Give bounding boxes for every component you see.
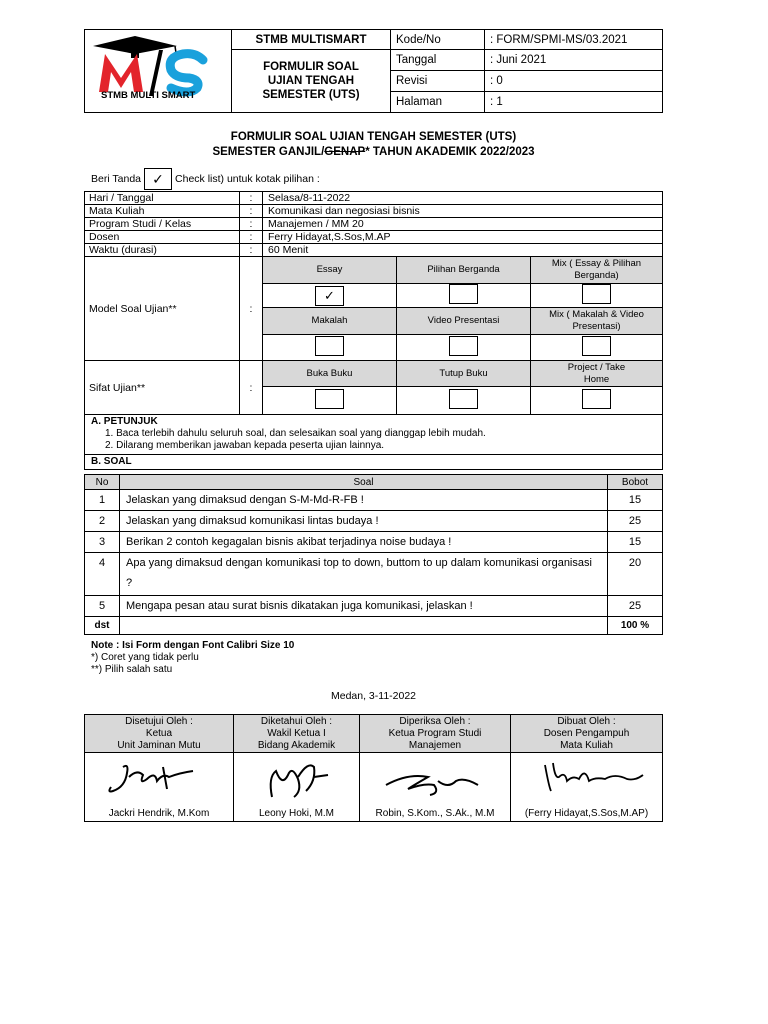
info-label: Mata Kuliah (85, 205, 240, 218)
form-title-line: UJIAN TENGAH (267, 75, 355, 87)
option-project-label: Project / Take Home (567, 361, 626, 385)
option-video-presentasi: Video Presentasi (397, 308, 531, 335)
signature-ferry (535, 757, 655, 801)
question-footer (85, 617, 663, 635)
petunjuk-item: 2. Dilarang memberikan jawaban kepada peserta ujian lainnya. (105, 440, 385, 451)
sifat-colon: : (240, 361, 263, 415)
info-colon: : (240, 244, 263, 257)
logo-cell (85, 30, 232, 113)
form-title (232, 50, 391, 113)
question-text: Mengapa pesan atau surat bisnis dikatakan juga komunikasi, jelaskan ! (120, 596, 608, 617)
sign-role-line: Diperiksa Oleh : (399, 715, 471, 727)
soal-heading: B. SOAL (85, 455, 663, 470)
info-label: Waktu (durasi) (85, 244, 240, 257)
signature-robin (378, 763, 488, 803)
sign-header (234, 715, 360, 753)
meta-value: : 0 (485, 71, 663, 92)
info-colon: : (240, 231, 263, 244)
sifat-label: Sifat Ujian** (85, 361, 240, 415)
question-number: 2 (85, 511, 120, 532)
sign-role-line: Manajemen (408, 739, 462, 751)
question-number: 1 (85, 490, 120, 511)
option-makalah: Makalah (263, 308, 397, 335)
info-row (85, 205, 663, 218)
question-row (85, 532, 663, 553)
institution-name: STMB MULTISMART (232, 30, 391, 50)
question-number: 5 (85, 596, 120, 617)
footer-blank (120, 617, 608, 635)
notes (91, 640, 294, 676)
question-text: Apa yang dimaksud dengan komunikasi top to down, buttom to up dalam komunikasi organisasi ? (120, 553, 608, 596)
meta-value: : 1 (485, 92, 663, 113)
title-strike: GENAP (324, 146, 366, 158)
sign-role-line: Dibuat Oleh : (557, 715, 616, 727)
info-value: 60 Menit (263, 244, 663, 257)
sign-role-line: Ketua Program Studi (388, 727, 482, 739)
signer-name: Leony Hoki, M.M (258, 808, 335, 819)
model-colon: : (240, 257, 263, 361)
info-row (85, 218, 663, 231)
place-date: Medan, 3-11-2022 (330, 690, 417, 702)
question-number: 4 (85, 553, 120, 596)
title-line-2 (84, 145, 663, 160)
option-buka-buku: Buka Buku (263, 361, 397, 387)
option-essay: Essay (263, 257, 397, 284)
question-weight: 15 (608, 532, 663, 553)
form-title-line: SEMESTER (UTS) (262, 89, 360, 101)
question-text: Jelaskan yang dimaksud dengan S-M-Md-R-FB ! (120, 490, 608, 511)
sign-cell (234, 753, 360, 822)
exam-info-table (84, 191, 663, 470)
checkbox-cell (531, 387, 663, 415)
note-pilih: **) Pilih salah satu (91, 664, 173, 675)
signer-name: Robin, S.Kom., S.Ak., M.M (375, 808, 495, 819)
project-checkbox[interactable] (582, 389, 611, 409)
question-weight: 15 (608, 490, 663, 511)
option-project (531, 361, 663, 387)
video-presentasi-checkbox[interactable] (449, 336, 478, 356)
option-mix-essay: Mix ( Essay & Pilihan Berganda) (531, 257, 663, 284)
signer-name: (Ferry Hidayat,S.Sos,M.AP) (524, 808, 649, 819)
sign-role-line: Ketua (145, 727, 173, 739)
option-pilihan-berganda: Pilihan Berganda (397, 257, 531, 284)
tutup-buku-checkbox[interactable] (449, 389, 478, 409)
question-row (85, 511, 663, 532)
info-colon: : (240, 192, 263, 205)
checkbox-cell (531, 284, 663, 308)
info-value: Komunikasi dan negosiasi bisnis (263, 205, 663, 218)
checkmark-instruction (91, 168, 320, 190)
question-weight: 25 (608, 511, 663, 532)
sign-cell (85, 753, 234, 822)
info-colon: : (240, 218, 263, 231)
title-year: * TAHUN AKADEMIK 2022/2023 (365, 146, 535, 158)
pilihan-berganda-checkbox[interactable] (449, 284, 478, 304)
mix-makalah-checkbox[interactable] (582, 336, 611, 356)
sign-cell (511, 753, 663, 822)
meta-value: : FORM/SPMI-MS/03.2021 (485, 30, 663, 50)
title-semester: SEMESTER GANJIL/ (212, 146, 325, 158)
question-text: Jelaskan yang dimaksud komunikasi lintas budaya ! (120, 511, 608, 532)
note-coret: *) Coret yang tidak perlu (91, 652, 199, 663)
checkbox-cell (397, 284, 531, 308)
meta-label: Tanggal (391, 50, 485, 71)
petunjuk-heading: A. PETUNJUK (91, 416, 158, 427)
form-header (84, 29, 663, 113)
checkbox-cell (263, 387, 397, 415)
instruction-after: Check list) untuk kotak pilihan : (175, 173, 320, 185)
info-label: Dosen (85, 231, 240, 244)
sign-role-line: Bidang Akademik (257, 739, 336, 751)
instruction-before: Beri Tanda (91, 173, 142, 185)
sign-header (85, 715, 234, 753)
petunjuk-item: 1. Baca terlebih dahulu seluruh soal, dan selesaikan soal yang dianggap lebih mudah. (105, 428, 486, 439)
title-line-1: FORMULIR SOAL UJIAN TENGAH SEMESTER (UTS) (230, 131, 517, 143)
signature-leony (258, 757, 338, 807)
question-row (85, 553, 663, 596)
questions-table (84, 474, 663, 635)
question-number: 3 (85, 532, 120, 553)
info-label: Hari / Tanggal (85, 192, 240, 205)
model-label: Model Soal Ujian** (85, 257, 240, 361)
question-weight: 20 (608, 553, 663, 596)
col-header-no: No (85, 475, 120, 490)
sign-role-line: Unit Jaminan Mutu (117, 739, 201, 751)
option-mix-makalah: Mix ( Makalah & Video Presentasi) (531, 308, 663, 335)
signer-name: Jackri Hendrik, M.Kom (108, 808, 210, 819)
footer-total: 100 % (608, 617, 663, 635)
checkbox-cell (397, 335, 531, 361)
sign-role-line: Diketahui Oleh : (260, 715, 333, 727)
buka-buku-checkbox[interactable] (315, 389, 344, 409)
info-row (85, 192, 663, 205)
sign-role-line: Dosen Pengampuh (543, 727, 630, 739)
sign-role-line: Disetujui Oleh : (125, 715, 193, 727)
sign-header (511, 715, 663, 753)
checkbox-cell (263, 335, 397, 361)
info-row (85, 244, 663, 257)
meta-label: Halaman (391, 92, 485, 113)
document-title (84, 130, 663, 160)
question-text: Berikan 2 contoh kegagalan bisnis akibat terjadinya noise budaya ! (120, 532, 608, 553)
check-icon: ✓ (324, 287, 335, 303)
info-colon: : (240, 205, 263, 218)
info-value: Manajemen / MM 20 (263, 218, 663, 231)
footer-dst: dst (85, 617, 120, 635)
sign-role-line: Wakil Ketua I (267, 727, 326, 739)
checkbox-cell (531, 335, 663, 361)
option-tutup-buku: Tutup Buku (397, 361, 531, 387)
col-header-bobot: Bobot (608, 475, 663, 490)
check-icon: ✓ (152, 171, 164, 187)
sign-header (360, 715, 511, 753)
question-weight: 25 (608, 596, 663, 617)
checkbox-cell (397, 387, 531, 415)
essay-checkbox[interactable] (315, 286, 344, 306)
question-row (85, 596, 663, 617)
col-header-soal: Soal (120, 475, 608, 490)
meta-label: Revisi (391, 71, 485, 92)
sign-role-line: Mata Kuliah (560, 739, 613, 751)
info-value: Ferry Hidayat,S.Sos,M.AP (263, 231, 663, 244)
note-font: Note : Isi Form dengan Font Calibri Size 10 (91, 640, 295, 651)
petunjuk-section (85, 415, 663, 455)
mix-essay-checkbox[interactable] (582, 284, 611, 304)
logo-text: STMB MULTI SMART (101, 90, 196, 101)
sign-cell (360, 753, 511, 822)
info-label: Program Studi / Kelas (85, 218, 240, 231)
checkbox-cell (263, 284, 397, 308)
meta-label: Kode/No (391, 30, 485, 50)
check-sample-box (144, 168, 172, 190)
form-title-line: FORMULIR SOAL (263, 61, 359, 73)
makalah-checkbox[interactable] (315, 336, 344, 356)
meta-value: : Juni 2021 (485, 50, 663, 71)
info-row (85, 231, 663, 244)
info-value: Selasa/8-11-2022 (263, 192, 663, 205)
question-row (85, 490, 663, 511)
signature-jackri (103, 759, 213, 799)
signature-table (84, 714, 663, 822)
